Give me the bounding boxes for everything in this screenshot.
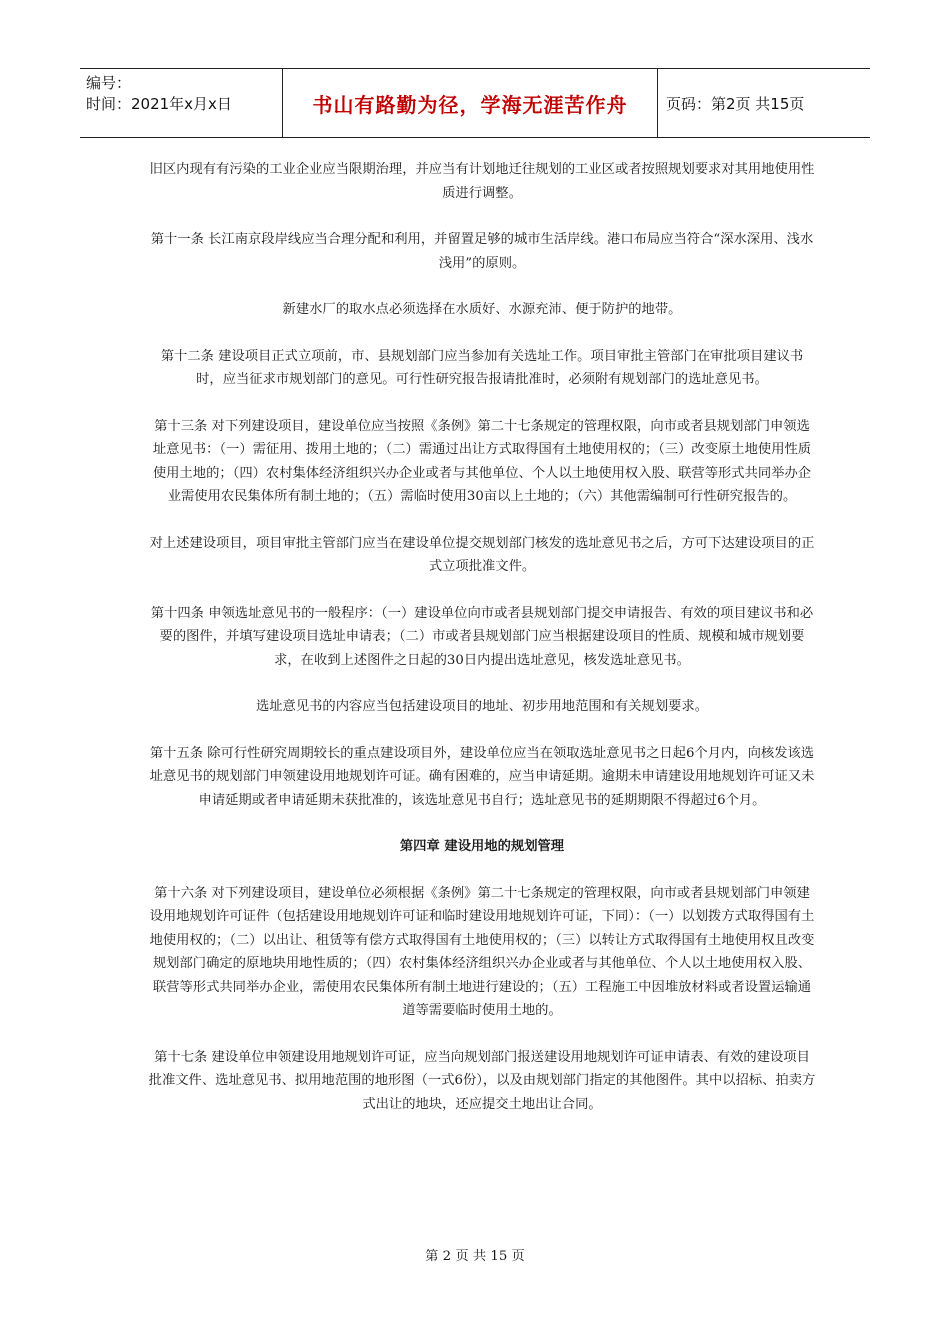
paragraph-article-14: 第十四条 申领选址意见书的一般程序：（一）建设单位向市或者县规划部门提交申请报告、有效的项目建议书和必要的图件，并填写建设项目选址申请表；（二）市或者县规划部门应当根据建设项目的性质、规模和城市规划要求，在收到上述图件之日起的30日内提出选址意见，核发选址意见书。 (150, 605, 814, 668)
header-page-label: 页码：第2页 共15页 (666, 94, 805, 113)
document-date-label: 时间：2021年x月x日 (86, 95, 232, 113)
paragraph: 新建水厂的取水点必须选择在水质好、水源充沛、便于防护的地带。 (282, 302, 682, 317)
paragraph-article-15: 第十五条 除可行性研究周期较长的重点建设项目外，建设单位应当在领取选址意见书之日起6个月内，向核发该选址意见书的规划部门申领建设用地规划许可证。确有困难的，应当申请延期。逾期未申请建设用地规划许可证又未申请延期或者申请延期未获批准的，该选址意见书自行；选址意见书的延期期限不得超过6个月。 (149, 745, 815, 808)
paragraph-article-12: 第十二条 建设项目正式立项前，市、县规划部门应当参加有关选址工作。项目审批主管部门在审批项目建议书时，应当征求市规划部门的意见。可行性研究报告报请批准时，必须附有规划部门的选址意见书。 (160, 348, 804, 387)
chapter-title: 第四章 建设用地的规划管理 (399, 839, 565, 854)
header-meta (80, 69, 282, 137)
paragraph-article-17: 第十七条 建设单位申领建设用地规划许可证，应当向规划部门报送建设用地规划许可证申请表、有效的建设项目批准文件、选址意见书、拟用地范围的地形图（一式6份），以及由规划部门指定的其他图件。其中以招标、拍卖方式出让的地块，还应提交土地出让合同。 (148, 1049, 816, 1112)
header-motto: 书山有路勤为径，学海无涯苦作舟 (282, 69, 658, 137)
paragraph: 选址意见书的内容应当包括建设项目的地址、初步用地范围和有关规划要求。 (255, 699, 709, 714)
paragraph-article-16: 第十六条 对下列建设项目，建设单位必须根据《条例》第二十七条规定的管理权限，向市或者县规划部门申领建设用地规划许可证件（包括建设用地规划许可证和临时建设用地规划许可证，下同）：（一）以划拨方式取得国有土地使用权的；（二）以出让、租赁等有偿方式取得国有土地使用权的；（三）以转让方式取得国有土地使用权且改变规划部门确定的原地块用地性质的；（四）农村集体经济组织兴办企业或者与其他单位、个人以土地使用权入股、联营等形式共同举办企业，需使用农民集体所有制土地进行建设的；（五）工程施工中因堆放材料或者设置运输通道等需要临时使用土地的。 (149, 885, 815, 1018)
document-number-label: 编号： (86, 74, 132, 92)
paragraph: 对上述建设项目，项目审批主管部门应当在建设单位提交规划部门核发的选址意见书之后，方可下达建设项目的正式立项批准文件。 (149, 535, 815, 574)
paragraph-article-13: 第十三条 对下列建设项目，建设单位应当按照《条例》第二十七条规定的管理权限，向市或者县规划部门申领选址意见书：（一）需征用、拨用土地的；（二）需通过出让方式取得国有土地使用权的；（三）改变原土地使用性质使用土地的；（四）农村集体经济组织兴办企业或者与其他单位、个人以土地使用权入股、联营等形式共同举办企业需使用农民集体所有制土地的；（五）需临时使用30亩以上土地的；（六）其他需编制可行性研究报告的。 (152, 418, 812, 504)
paragraph-article-11: 第十一条 长江南京段岸线应当合理分配和利用，并留置足够的城市生活岸线。港口布局应当符合“深水深用、浅水浅用”的原则。 (150, 232, 814, 271)
paragraph: 旧区内现有有污染的工业企业应当限期治理，并应当有计划地迁往规划的工业区或者按照规划要求对其用地使用性质进行调整。 (149, 162, 815, 201)
page-footer: 第 2 页 共 15 页 (425, 1249, 525, 1264)
document-body (148, 158, 816, 1139)
page-header (80, 68, 870, 138)
